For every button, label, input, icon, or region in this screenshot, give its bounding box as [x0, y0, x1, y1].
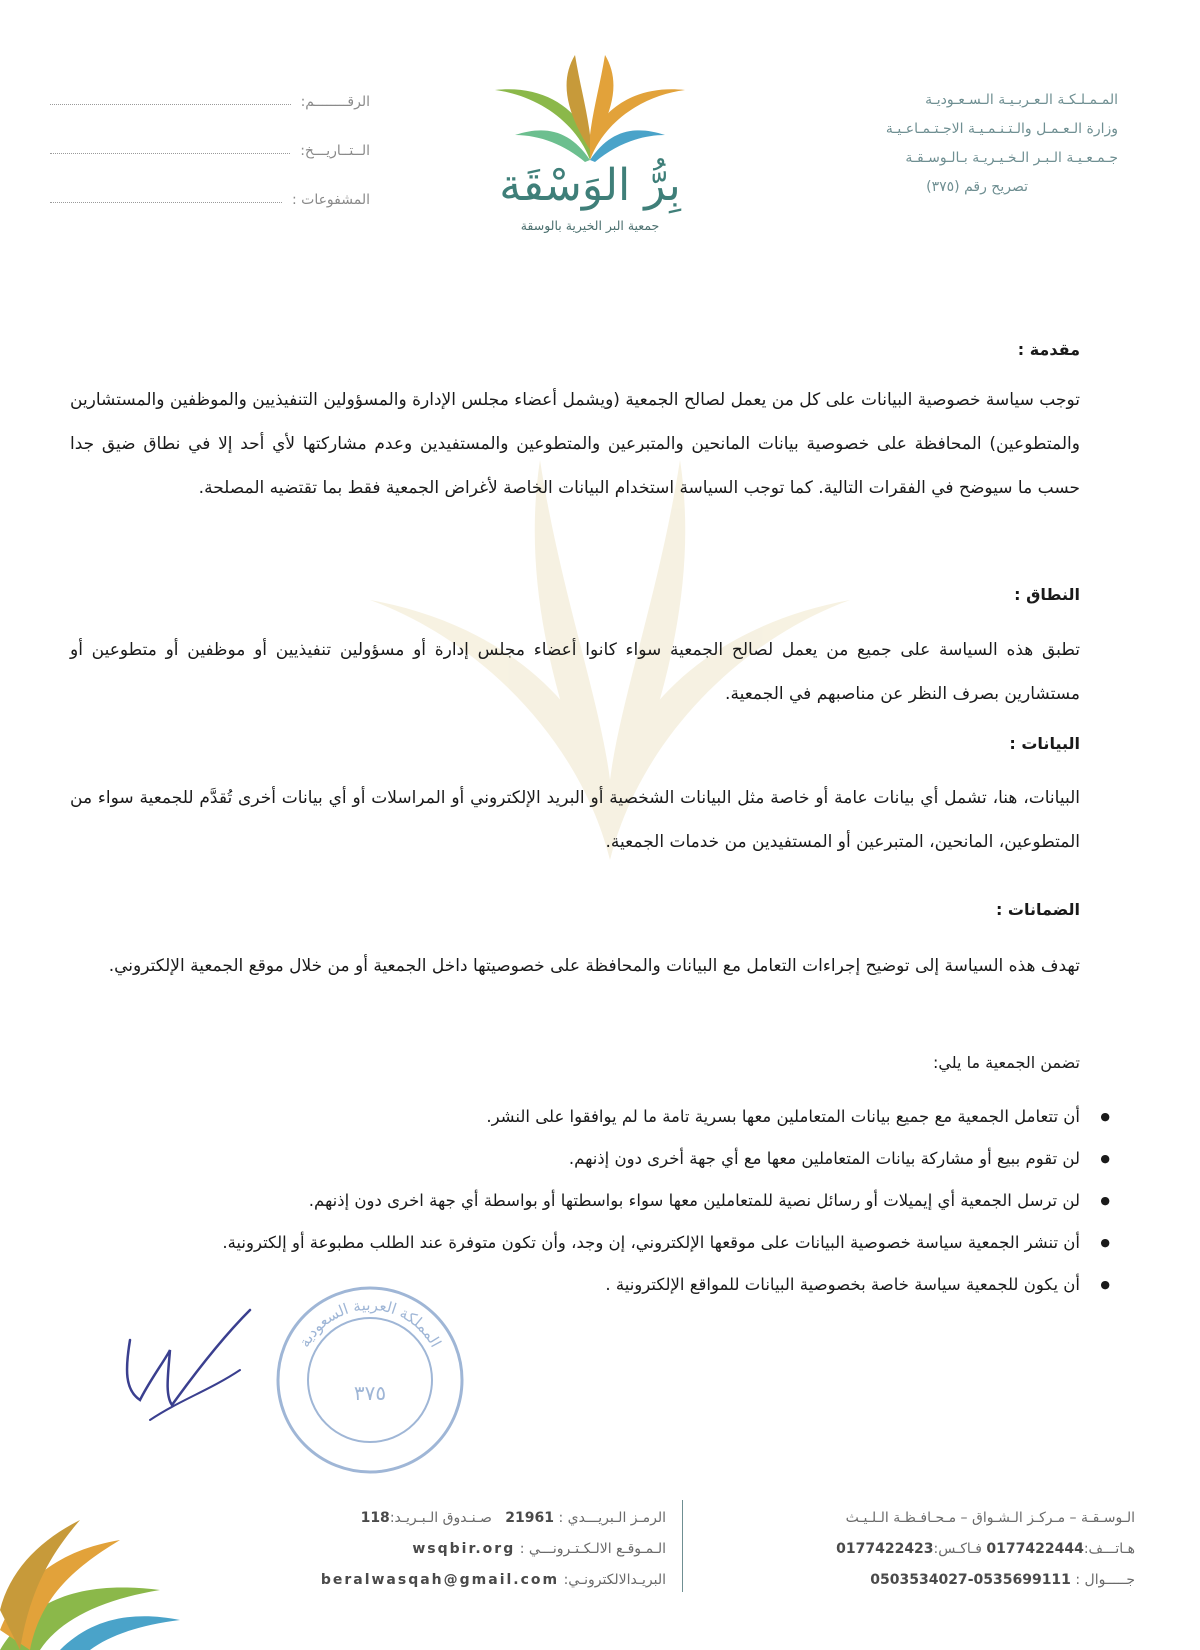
commitments-list — [70, 1096, 1125, 1306]
footer-contact-right — [675, 1503, 1135, 1596]
org-header — [818, 86, 1118, 202]
logo-subtitle: جمعية البر الخيرية بالوسقة — [520, 218, 660, 233]
org-line-ministry: وزارة الـعـمـل والـتـنـمـيـة الاجـتـمـاعـيـة — [885, 121, 1118, 137]
signature — [110, 1280, 270, 1430]
list-item: ● أن يكون للجمعية سياسة خاصة بخصوصية البيانات للمواقع الإلكترونية . — [70, 1264, 1080, 1306]
list-item: ● أن تتعامل الجمعية مع جميع بيانات المتعاملين معها بسرية تامة ما لم يوافقوا على النشر. — [70, 1096, 1080, 1138]
footer-palm-decoration — [0, 1500, 200, 1650]
fax-label: فـاكـس: — [933, 1541, 982, 1557]
commitments-heading: تضمن الجمعية ما يلي: — [933, 1053, 1080, 1072]
logo-name: بِرُّ الوَسْقَة — [499, 160, 681, 211]
date-label: الــتــاريـــخ: — [300, 143, 370, 159]
email-label: البريـدالالكترونـي: — [563, 1572, 666, 1588]
guarantees-heading: الضمانات : — [995, 900, 1080, 919]
mobile-numbers: 0535699111-0503534027 — [870, 1572, 1071, 1588]
footer-postal-line — [256, 1503, 666, 1534]
attachments-label: المشفوعات : — [291, 192, 370, 208]
date-blank — [50, 152, 290, 154]
guarantees-text: تهدف هذه السياسة إلى توضيح إجراءات التعامل مع البيانات والمحافظة على خصوصيتها داخل الجمعية أو من خلال موقع الجمعية الإلكتروني. — [108, 956, 1080, 976]
data-text: البيانات، هنا، تشمل أي بيانات عامة أو خاصة مثل البيانات الشخصية أو البريد الإلكتروني أو المراسلات أو أي بيانات أخرى تُقدَّم للجمعية سواء من المتطوعين، المانحين، المتبرعين أو المستفيدين من خدمات الجمعية. — [70, 788, 1080, 852]
list-item: ● أن تنشر الجمعية سياسة خصوصية البيانات على موقعها الإلكتروني، إن وجد، وأن تكون متوفرة عند الطلب مطبوعة أو إلكترونية. — [70, 1222, 1080, 1264]
permit-number: تصريح رقم (٣٧٥) — [926, 179, 1028, 195]
stamp-number: ٣٧٥ — [353, 1381, 387, 1405]
footer-email-line — [256, 1565, 666, 1596]
postal-code-label: الرمـز الـبريـــدي : — [558, 1510, 666, 1526]
po-box-label: صـنـدوق الـبـريـد: — [389, 1510, 492, 1526]
number-label: الرقــــــــم: — [300, 94, 370, 110]
stamp-text: المملكة العربية السعودية — [295, 1295, 445, 1351]
number-blank — [50, 103, 291, 105]
email-link[interactable]: beralwasqah@gmail.com — [320, 1572, 560, 1588]
footer-mobile-line — [675, 1565, 1135, 1596]
footer-address: الـوسـقـة – مـركـز الـشـواق – مـحـافـظـة الـلـيـث — [845, 1510, 1135, 1526]
footer-website-line — [256, 1534, 666, 1565]
list-item: ● لن ترسل الجمعية أي إيميلات أو رسائل نصية للمتعاملين معها سواء بواسطتها أو بواسطة أي جهة اخرى دون إذنهم. — [70, 1180, 1080, 1222]
org-line-kingdom: المـمـلـكـة الـعـربـيـة الـسـعـوديـة — [925, 92, 1118, 108]
list-item: ● لن تقوم ببيع أو مشاركة بيانات المتعاملين معها مع أي جهة أخرى دون إذنهم. — [70, 1138, 1080, 1180]
header-field-attachments — [50, 182, 370, 208]
mobile-label: جـــــوال : — [1075, 1572, 1135, 1588]
header-field-number — [50, 84, 370, 110]
scope-text: تطبق هذه السياسة على جميع من يعمل لصالح الجمعية سواء كانوا أعضاء مجلس إدارة أو مسؤولين تنفيذيين أو موظفين أو متطوعين أو مستشارين بصرف النظر عن مناصبهم في الجمعية. — [70, 640, 1080, 704]
org-line-association: جـمـعـيـة الـبـر الـخـيـريـة بـالـوسـقـة — [905, 150, 1118, 166]
intro-text: توجب سياسة خصوصية البيانات على كل من يعمل لصالح الجمعية (ويشمل أعضاء مجلس الإدارة والمسؤولين التنفيذيين والموظفين والمستشارين والمتطوعين) المحافظة على خصوصية بيانات المانحين والمتبرعين والمتطوعين والمستفيدين وعدم مشاركتها لأي أحد إلا في نطاق ضيق جدا حسب ما سيوضح في الفقرات التالية. كما توجب السياسة استخدام البيانات الخاصة لأغراض الجمعية فقط بما تقتضيه المصلحة. — [70, 390, 1080, 498]
attachments-blank — [50, 201, 282, 203]
header-field-date — [50, 133, 370, 159]
data-heading: البيانات : — [1009, 734, 1080, 753]
website-label: الـمـوقـع الالـكـتـرونـــي : — [519, 1541, 666, 1557]
phone-label: هـاتـــف: — [1083, 1541, 1135, 1557]
official-stamp — [270, 1280, 470, 1480]
scope-heading: النطاق : — [1014, 585, 1080, 604]
footer-contact-left — [256, 1503, 666, 1596]
postal-code: 21961 — [505, 1510, 554, 1526]
phone-number: 0177422444 — [986, 1541, 1084, 1557]
po-box: 118 — [360, 1510, 390, 1526]
association-logo — [465, 50, 715, 250]
website-link[interactable]: wsqbir.org — [412, 1541, 516, 1557]
intro-heading: مقدمة : — [1017, 340, 1080, 359]
palm-icon — [465, 50, 715, 170]
fax-number: 0177422423 — [836, 1541, 934, 1557]
footer-phone-fax-line — [675, 1534, 1135, 1565]
